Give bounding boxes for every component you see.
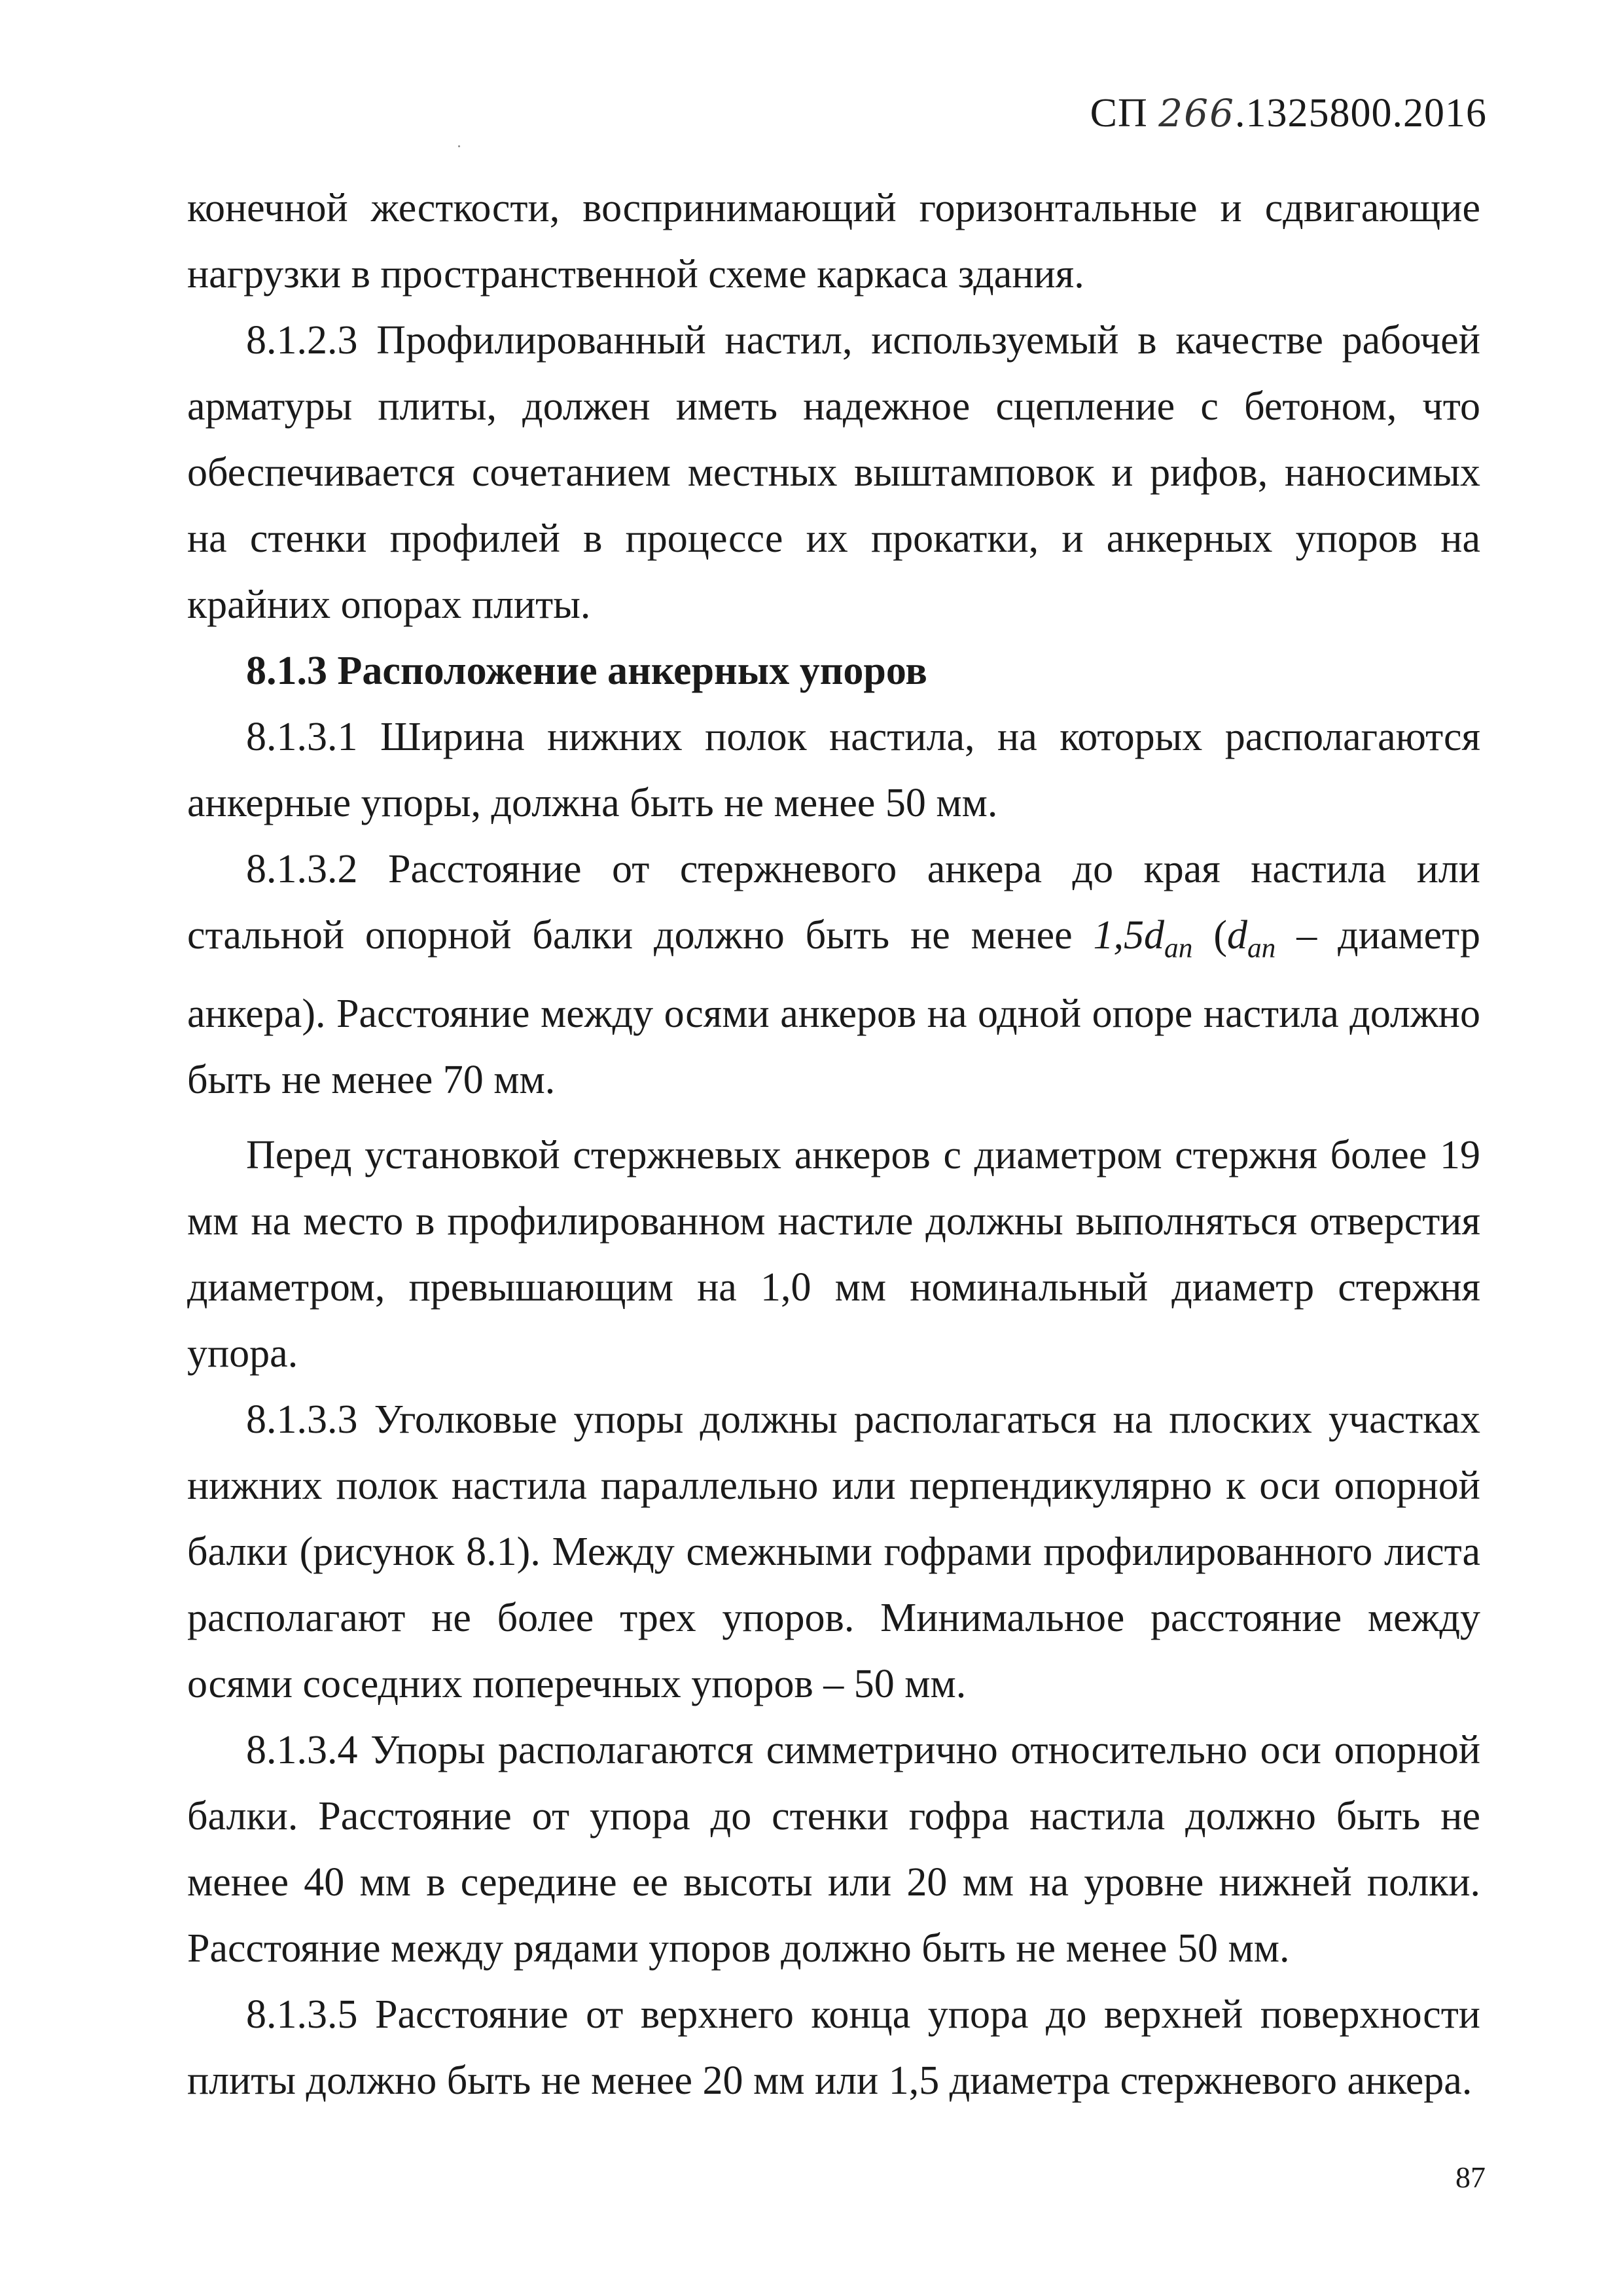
paragraph-8-1-3-4: 8.1.3.4 Упоры располагаются симметрично относительно оси опорной балки. Расстояние от упора до стенки гофра настила должно быть не менее 40 мм в середине ее высоты или 20 мм на уровне нижней полки. Расстояние между рядами упоров должно быть не менее 50 мм. (187, 1728, 1480, 1971)
formula-d-2: d (1226, 913, 1247, 958)
header-suffix: .1325800.2016 (1235, 91, 1487, 135)
paragraph-8-1-3-3: 8.1.3.3 Уголковые упоры должны располагаться на плоских участках нижних полок настила параллельно или перпендикулярно к оси опорной балки (рисунок 8.1). Между смежными гофрами профилированного листа располагают не более трех упоров. Минимальное расстояние между осями соседних поперечных упоров – 50 мм. (187, 1397, 1480, 1707)
scan-speck (458, 145, 460, 147)
paragraph-8-1-2-3: 8.1.2.3 Профилированный настил, используемый в качестве рабочей арматуры плиты, должен иметь надежное сцепление с бетоном, что обеспечивается сочетанием местных выштамповок и рифов, наносимых на стенки профилей в процессе их прокатки, и анкерных упоров на крайних опорах плиты. (187, 318, 1480, 627)
formula-coefficient: 1,5 (1093, 913, 1145, 958)
paragraph-8-1-3-2: 8.1.3.2 Расстояние от стержневого анкера до края настила или стальной опорной балки должно быть не менее $1,5d_{an}$ ($d_{an}$ – диаметр анкера). Расстояние между осями анкеров на одной опоре настила должно быть не менее 70 мм. (187, 847, 1481, 1103)
formula-d: d (1144, 913, 1165, 958)
paragraph-8-1-3-1: 8.1.3.1 Ширина нижних полок настила, на которых располагаются анкерные упоры, должна быть не менее 50 мм. (187, 715, 1480, 825)
document-body (187, 175, 1480, 2114)
formula-anchor-distance (1093, 913, 1193, 964)
formula-anchor-diameter (1226, 913, 1276, 964)
paragraph-8-1-3-5: 8.1.3.5 Расстояние от верхнего конца упора до верхней поверхности плиты должно быть не менее 20 мм или 1,5 диаметра стержневого анкера. (187, 1992, 1480, 2104)
section-heading-8-1-3: 8.1.3 Расположение анкерных упоров (246, 649, 927, 693)
paragraph-8-1-3-2-text: 8.1.3.2 Расстояние от стержневого анкера до края настила или стальной опорной балки должно быть не менее (187, 847, 1480, 958)
formula-subscript-2: an (1247, 932, 1276, 964)
document-header (1090, 90, 1487, 137)
paragraph-8-1-3-2-rest: – диаметр анкера). Расстояние между осями анкеров на одной опоре настила должно быть не менее 70 мм. (187, 913, 1481, 1103)
paragraph-holes: Перед установкой стержневых анкеров с диаметром стержня более 19 мм на место в профилированном настиле должны выполняться отверстия диаметром, превышающим на 1,0 мм номинальный диаметр стержня упора. (187, 1133, 1480, 1376)
header-prefix: СП (1090, 91, 1148, 135)
paragraph-continuation: конечной жесткости, воспринимающий горизонтальные и сдвигающие нагрузки в пространственной схеме каркаса здания. (187, 186, 1480, 296)
formula-subscript: an (1164, 932, 1193, 964)
header-handwritten-number: 266 (1158, 91, 1235, 135)
page-number: 87 (1455, 2161, 1486, 2194)
